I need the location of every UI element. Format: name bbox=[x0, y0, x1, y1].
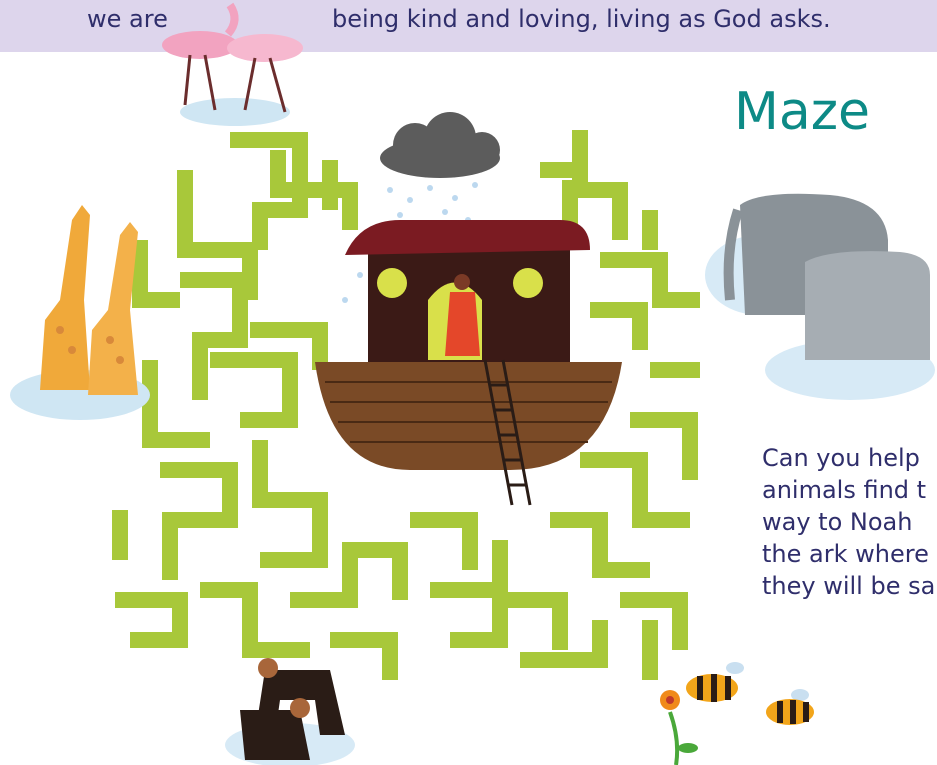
maze-instructions bbox=[762, 442, 937, 602]
instruction-line: they will be sa bbox=[762, 572, 936, 600]
instruction-line: Can you help bbox=[762, 444, 920, 472]
banner-text-left: we are bbox=[87, 5, 168, 33]
dogs bbox=[225, 658, 355, 765]
instruction-line: way to Noah bbox=[762, 508, 913, 536]
instruction-line: animals find t bbox=[762, 476, 927, 504]
page-title: Maze bbox=[734, 82, 871, 142]
elephants bbox=[705, 194, 935, 400]
flamingos bbox=[162, 5, 303, 126]
banner-text-right: being kind and loving, living as God asks. bbox=[332, 5, 831, 33]
flower bbox=[660, 690, 698, 765]
noahs-ark bbox=[315, 220, 622, 505]
giraffes bbox=[10, 205, 150, 420]
bees bbox=[686, 662, 814, 725]
instruction-line: the ark where bbox=[762, 540, 929, 568]
